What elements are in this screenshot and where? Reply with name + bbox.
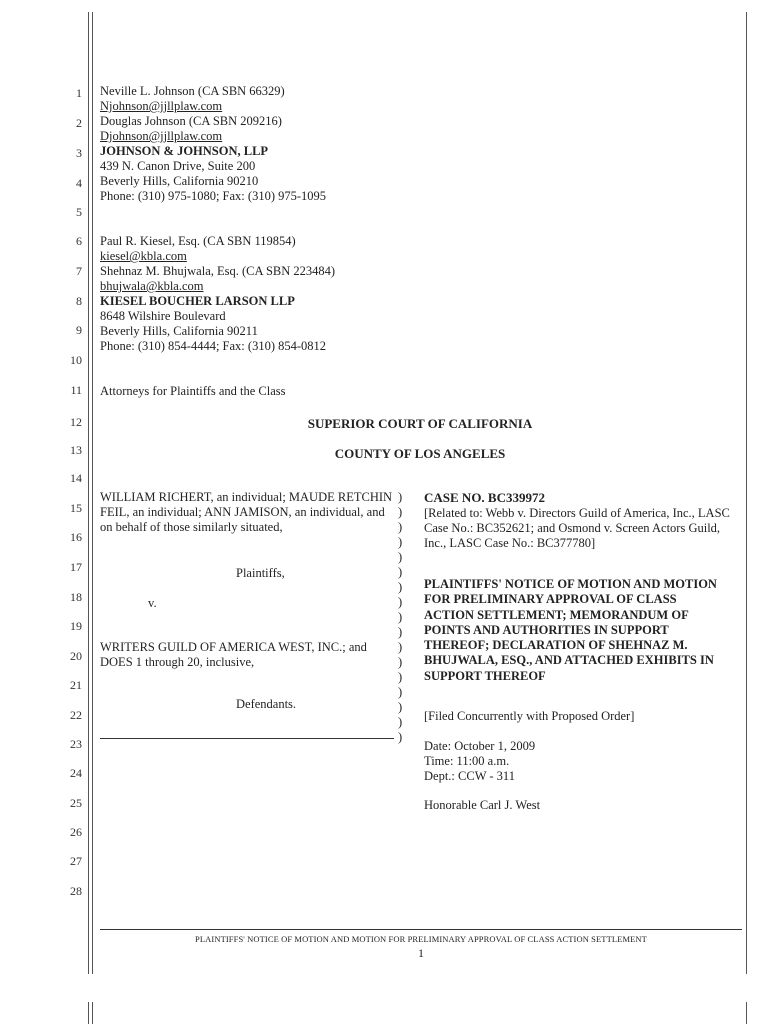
line-number: 18 [70,590,82,604]
caption-paren: ) [398,685,403,699]
line-number: 23 [70,737,82,751]
caption-paren: ) [398,670,403,684]
defendants-names: WRITERS GUILD OF AMERICA WEST, INC.; and DOES 1 through 20, inclusive, [100,640,367,669]
line-number: 20 [70,649,82,663]
line-number: 5 [76,205,82,219]
line-number: 10 [70,353,82,367]
footer-rule [100,929,742,930]
caption-underline [100,738,394,739]
attorneys-for: Attorneys for Plaintiffs and the Class [100,384,286,398]
plaintiffs-label: Plaintiffs, [236,566,285,580]
caption-paren: ) [398,610,403,624]
caption-paren: ) [398,550,403,564]
line-number: 1 [76,86,82,100]
caption-paren: ) [398,580,403,594]
line-number: 27 [70,854,82,868]
bottom-left-mark-2 [92,1002,93,1024]
line-number: 2 [76,116,82,130]
hearing-date: Date: October 1, 2009 [424,739,536,753]
line-number: 26 [70,825,82,839]
caption-paren: ) [398,655,403,669]
firm-city: Beverly Hills, California 90211 [100,324,258,338]
left-margin-line-outer [88,12,89,974]
attorney-name: Douglas Johnson (CA SBN 209216) [100,114,282,128]
line-number: 15 [70,501,82,515]
line-number: 21 [70,678,82,692]
line-number: 8 [76,294,82,308]
bottom-left-mark-1 [88,1002,89,1024]
line-number: 28 [70,884,82,898]
line-number: 4 [76,176,82,190]
hearing-dept: Dept.: CCW - 311 [424,769,515,783]
attorney-email-link[interactable]: bhujwala@kbla.com [100,279,204,293]
county-name: COUNTY OF LOS ANGELES [334,446,506,461]
line-number: 3 [76,146,82,160]
bottom-right-mark [746,1002,747,1024]
line-number: 25 [70,796,82,810]
firm-phone: Phone: (310) 975-1080; Fax: (310) 975-1095 [100,189,327,203]
caption-paren: ) [398,535,403,549]
line-number: 19 [70,619,82,633]
left-margin-line-inner [92,12,93,974]
line-number: 9 [76,323,82,337]
hearing-time: Time: 11:00 a.m. [424,754,510,768]
line-number: 7 [76,264,82,278]
attorney-email-link[interactable]: Njohnson@jjllplaw.com [100,99,223,113]
document-title: PLAINTIFFS' NOTICE OF MOTION AND MOTION FOR PRELIMINARY APPROVAL OF CLASS ACTION SETTLEMENT; MEMORANDUM OF POINTS AND AUTHORITIES IN SUPPORT THEREOF; DECLARATION OF SHEHNAZ M. BHUJWALA, ESQ., AND ATTACHED EXHIBITS IN SUPPORT THEREOF [424,577,717,683]
line-number: 17 [70,560,82,574]
attorney-name: Shehnaz M. Bhujwala, Esq. (CA SBN 223484) [100,264,336,278]
firm-address: 8648 Wilshire Boulevard [100,309,226,323]
court-name: SUPERIOR COURT OF CALIFORNIA [307,416,533,431]
caption-paren: ) [398,595,403,609]
caption-paren: ) [398,625,403,639]
caption-paren: ) [398,520,403,534]
related-cases: [Related to: Webb v. Directors Guild of America, Inc., LASC Case No.: BC352621; and Osmond v. Screen Actors Guild, Inc., LASC Case No.: BC377780] [424,506,730,550]
caption-paren: ) [398,640,403,654]
line-number: 24 [70,766,82,780]
line-number: 16 [70,530,82,544]
line-number: 6 [76,234,82,248]
case-number: CASE NO. BC339972 [424,490,545,505]
caption-paren: ) [398,505,403,519]
page-number: 1 [418,946,424,960]
attorney-name: Neville L. Johnson (CA SBN 66329) [100,84,285,98]
firm-city: Beverly Hills, California 90210 [100,174,259,188]
line-number: 12 [70,415,82,429]
right-margin-line [746,12,747,974]
footer-title: PLAINTIFFS' NOTICE OF MOTION AND MOTION FOR PRELIMINARY APPROVAL OF CLASS ACTION SETTLEMENT [195,934,647,944]
line-number: 22 [70,708,82,722]
caption-paren: ) [398,490,403,504]
attorney-name: Paul R. Kiesel, Esq. (CA SBN 119854) [100,234,296,248]
caption-paren: ) [398,715,403,729]
attorney-email-link[interactable]: kiesel@kbla.com [100,249,187,263]
firm-phone: Phone: (310) 854-4444; Fax: (310) 854-0812 [100,339,327,353]
caption-paren: ) [398,730,403,744]
firm-address: 439 N. Canon Drive, Suite 200 [100,159,256,173]
caption-paren: ) [398,565,403,579]
filed-concurrently: [Filed Concurrently with Proposed Order] [424,709,635,723]
line-number: 11 [70,383,82,397]
line-number: 13 [70,443,82,457]
caption-paren: ) [398,700,403,714]
plaintiffs-names: WILLIAM RICHERT, an individual; MAUDE RETCHIN FEIL, an individual; ANN JAMISON, an individual, and on behalf of those similarly situated, [100,490,393,534]
firm-name: KIESEL BOUCHER LARSON LLP [100,294,295,308]
judge-name: Honorable Carl J. West [424,798,541,812]
versus: v. [148,596,157,610]
firm-name: JOHNSON & JOHNSON, LLP [100,144,269,158]
line-number: 14 [70,471,82,485]
defendants-label: Defendants. [236,697,297,711]
attorney-email-link[interactable]: Djohnson@jjllplaw.com [100,129,223,143]
